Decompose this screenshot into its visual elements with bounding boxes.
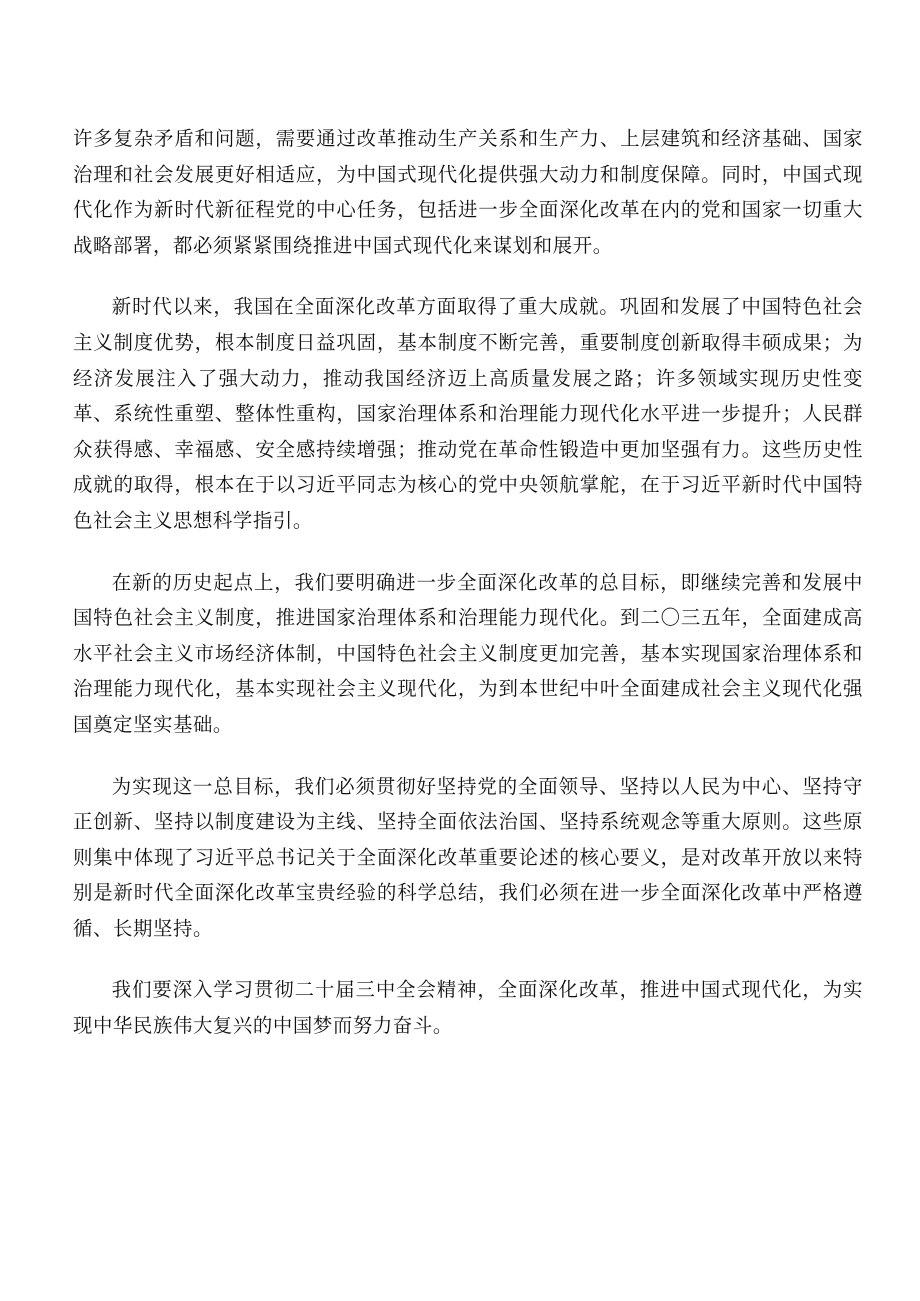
paragraph-4: 为实现这一总目标，我们必须贯彻好坚持党的全面领导、坚持以人民为中心、坚持守正创新、坚持以制度建设为主线、坚持全面依法治国、坚持系统观念等重大原则。这些原则集中体现了习近平总书记关于全面深化改革重要论述的核心要义，是对改革开放以来特别是新时代全面深化改革宝贵经验的科学总结，我们必须在进一步全面深化改革中严格遵循、长期坚持。 — [73, 774, 863, 940]
paragraph-2: 新时代以来，我国在全面深化改革方面取得了重大成就。巩固和发展了中国特色社会主义制度优势，根本制度日益巩固，基本制度不断完善，重要制度创新取得丰硕成果；为经济发展注入了强大动力，推动我国经济迈上高质量发展之路；许多领域实现历史性变革、系统性重塑、整体性重构，国家治理体系和治理能力现代化水平进一步提升；人民群众获得感、幸福感、安全感持续增强；推动党在革命性锻造中更加坚强有力。这些历史性成就的取得，根本在于以习近平同志为核心的党中央领航掌舵，在于习近平新时代中国特色社会主义思想科学指引。 — [73, 295, 863, 532]
paragraph-5: 我们要深入学习贯彻二十届三中全会精神，全面深化改革，推进中国式现代化，为实现中华民族伟大复兴的中国梦而努力奋斗。 — [73, 978, 863, 1038]
paragraph-1: 许多复杂矛盾和问题，需要通过改革推动生产关系和生产力、上层建筑和经济基础、国家治理和社会发展更好相适应，为中国式现代化提供强大动力和制度保障。同时，中国式现代化作为新时代新征程党的中心任务，包括进一步全面深化改革在内的党和国家一切重大战略部署，都必须紧紧围绕推进中国式现代化来谋划和展开。 — [73, 127, 863, 257]
paragraph-3: 在新的历史起点上，我们要明确进一步全面深化改革的总目标，即继续完善和发展中国特色社会主义制度，推进国家治理体系和治理能力现代化。到二〇三五年，全面建成高水平社会主义市场经济体制，中国特色社会主义制度更加完善，基本实现国家治理体系和治理能力现代化，基本实现社会主义现代化，为到本世纪中叶全面建成社会主义现代化强国奠定坚实基础。 — [73, 570, 863, 736]
document-body — [73, 121, 863, 1044]
